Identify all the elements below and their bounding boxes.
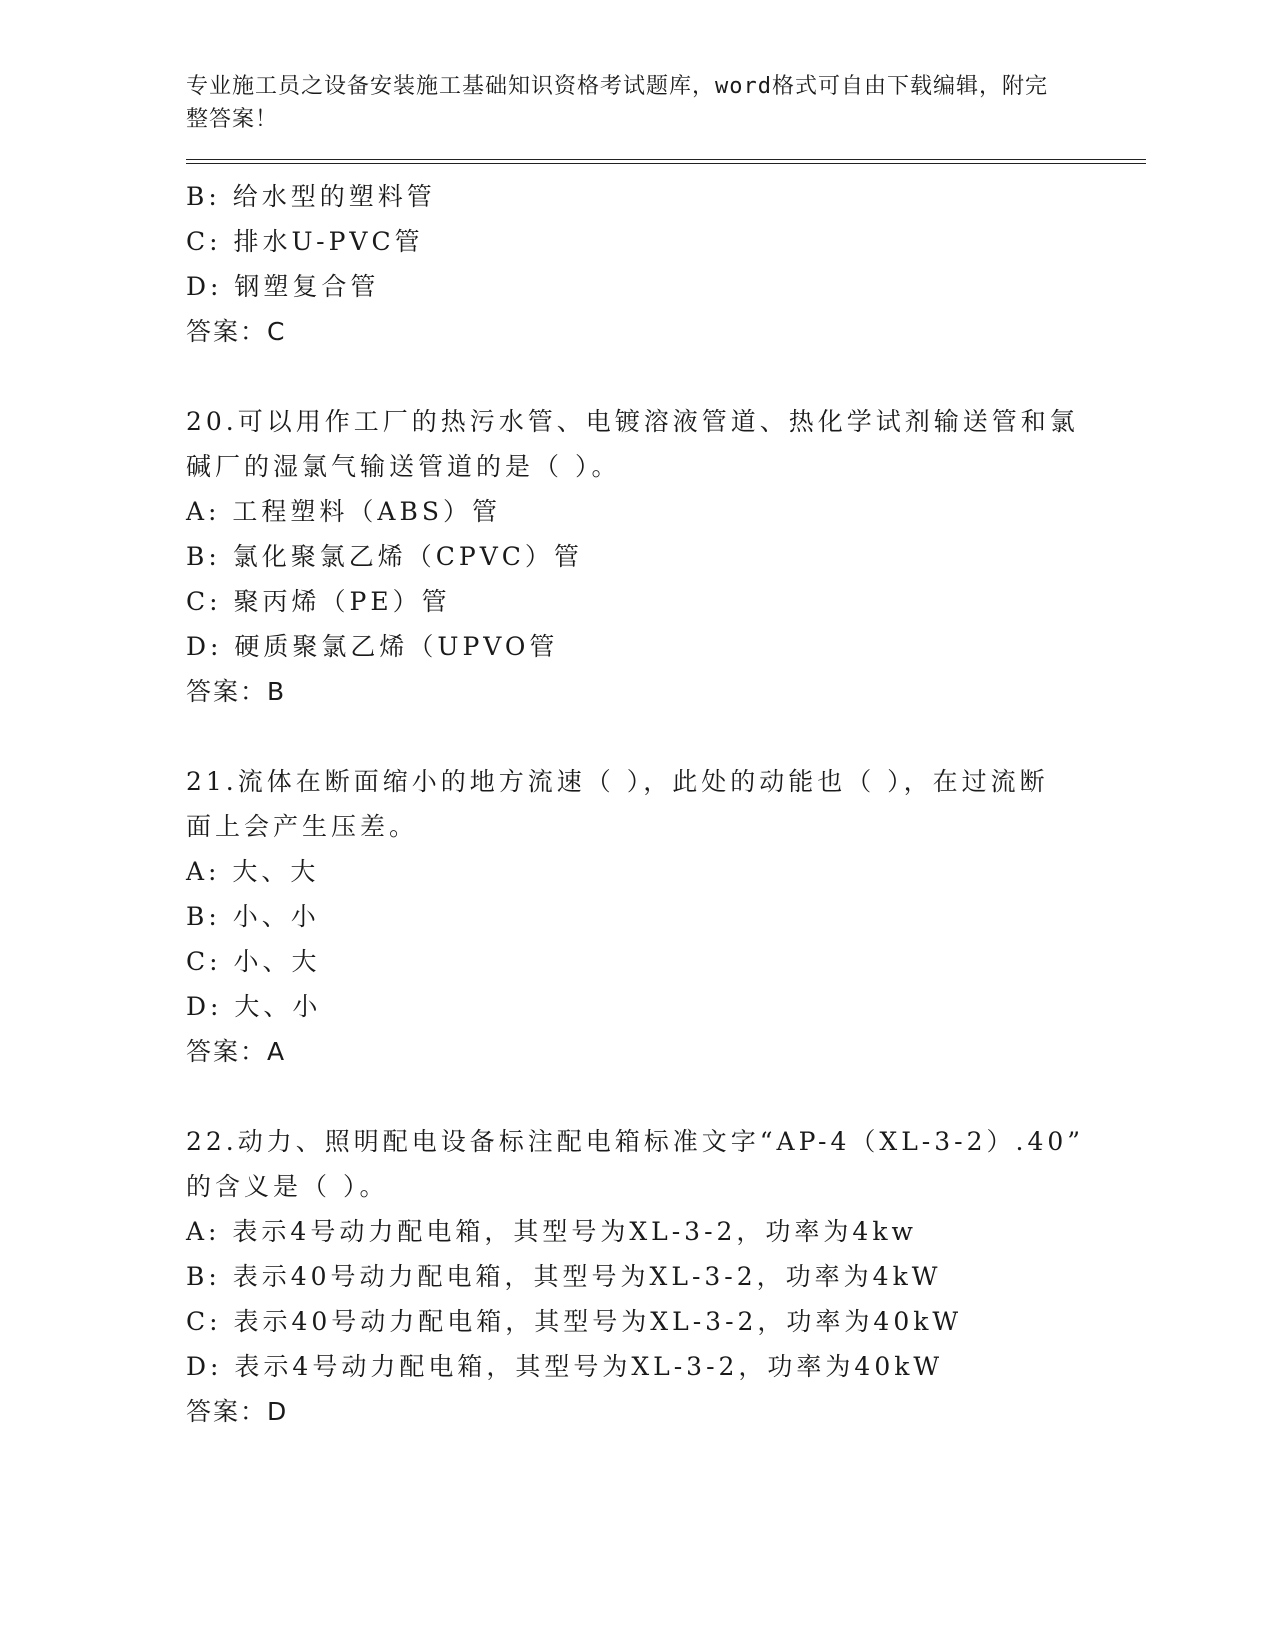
spacer: [186, 1074, 1146, 1119]
option-c: C: 小、大: [186, 947, 321, 976]
option-c: C: 聚丙烯（PE）管: [186, 587, 451, 616]
question-stem-line: 碱厂的湿氯气输送管道的是（ ）。: [186, 452, 621, 481]
header-divider: [186, 159, 1146, 164]
answer-line: 答案：D: [186, 1397, 289, 1426]
option-b: B: 小、小: [186, 902, 320, 931]
document-header: 专业施工员之设备安装施工基础知识资格考试题库，word格式可自由下载编辑，附完整答案！: [186, 74, 1048, 132]
question-stem-line: 21.流体在断面缩小的地方流速（ ），此处的动能也（ ），在过流断: [186, 767, 1049, 796]
spacer: [186, 714, 1146, 759]
question-stem-line: 面上会产生压差。: [186, 812, 419, 841]
option-a: A: 工程塑料（ABS）管: [186, 497, 501, 526]
answer-line: 答案：C: [186, 317, 287, 346]
question-20: [186, 399, 1146, 714]
option-b: B: 给水型的塑料管: [186, 182, 436, 211]
answer-line: 答案：B: [186, 677, 287, 706]
option-a: A: 大、大: [186, 857, 320, 886]
option-d: D: 钢塑复合管: [186, 272, 380, 301]
question-stem-line: 20.可以用作工厂的热污水管、电镀溶液管道、热化学试剂输送管和氯: [186, 407, 1079, 436]
document-page: [186, 70, 1146, 1434]
spacer: [186, 354, 1146, 399]
option-b: B: 氯化聚氯乙烯（CPVC）管: [186, 542, 583, 571]
question-22: [186, 1119, 1146, 1434]
option-b: B: 表示40号动力配电箱，其型号为XL-3-2，功率为4kW: [186, 1262, 942, 1291]
question-21: [186, 759, 1146, 1074]
option-d: D: 表示4号动力配电箱，其型号为XL-3-2，功率为40kW: [186, 1352, 944, 1381]
answer-line: 答案：A: [186, 1037, 287, 1066]
question-stem-line: 的含义是（ ）。: [186, 1172, 389, 1201]
option-c: C: 排水U-PVC管: [186, 227, 424, 256]
option-c: C: 表示40号动力配电箱，其型号为XL-3-2，功率为40kW: [186, 1307, 963, 1336]
option-d: D: 大、小: [186, 992, 322, 1021]
option-a: A: 表示4号动力配电箱，其型号为XL-3-2，功率为4kw: [186, 1217, 917, 1246]
option-d: D: 硬质聚氯乙烯（UPVO管: [186, 632, 559, 661]
question-stem-line: 22.动力、照明配电设备标注配电箱标准文字“AP-4（XL-3-2）.40”: [186, 1127, 1085, 1156]
prev-question: [186, 174, 1146, 354]
